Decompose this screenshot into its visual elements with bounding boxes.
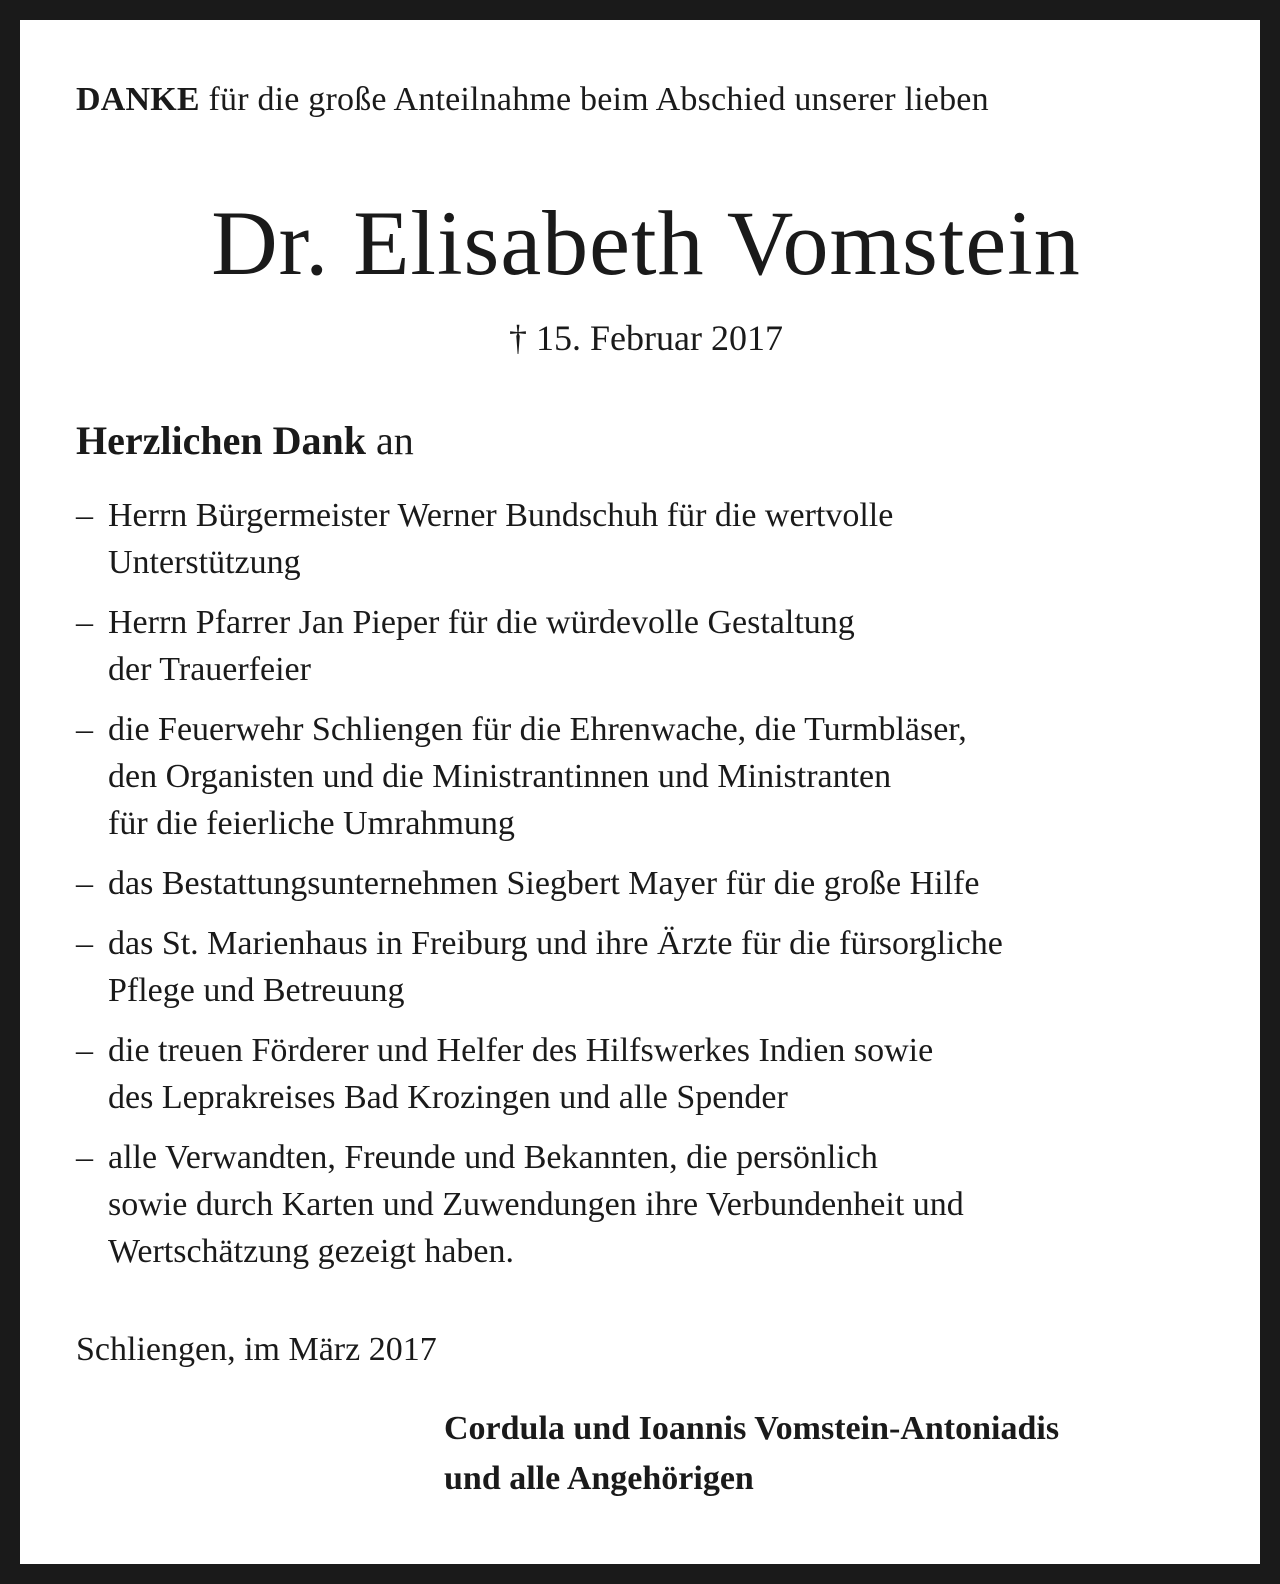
list-item-line: das St. Marienhaus in Freiburg und ihre Ärzte für die fürsorgliche	[108, 925, 1003, 962]
death-date: † 15. Februar 2017	[509, 318, 783, 358]
list-item-line: den Organisten und die Ministrantinnen und Ministranten	[108, 758, 892, 795]
signature	[444, 1404, 1059, 1504]
intro-bold: DANKE	[76, 81, 200, 118]
list-item	[76, 599, 1236, 693]
list-item-line: Herrn Pfarrer Jan Pieper für die würdevolle Gestaltung	[108, 604, 855, 641]
list-item-line: alle Verwandten, Freunde und Bekannten, die persönlich	[108, 1139, 878, 1176]
list-item-line: Wertschätzung gezeigt haben.	[108, 1233, 515, 1270]
intro-line	[76, 78, 989, 122]
place-date: Schliengen, im März 2017	[76, 1331, 437, 1368]
signature-line-2: und alle Angehörigen	[444, 1460, 754, 1497]
list-item	[76, 492, 1236, 586]
list-item-line: Unterstützung	[108, 544, 301, 581]
list-dash: –	[76, 925, 93, 962]
list-item	[76, 1027, 1236, 1121]
thanks-text: an	[375, 418, 414, 463]
thanks-list	[76, 492, 1236, 1288]
list-item-line: das Bestattungsunternehmen Siegbert Mayer für die große Hilfe	[108, 865, 980, 902]
list-dash: –	[76, 497, 93, 534]
signature-line-1: Cordula und Ioannis Vomstein-Antoniadis	[444, 1410, 1060, 1447]
thanks-heading	[76, 416, 414, 466]
list-item-line: Pflege und Betreuung	[108, 972, 405, 1009]
thanks-bold: Herzlichen Dank	[76, 418, 366, 463]
list-dash: –	[76, 1139, 93, 1176]
list-item-line: für die feierliche Umrahmung	[108, 805, 515, 842]
notice-frame	[20, 20, 1260, 1564]
deceased-name: Dr. Elisabeth Vomstein	[211, 192, 1081, 294]
list-item-line: des Leprakreises Bad Krozingen und alle Spender	[108, 1079, 788, 1116]
list-item-line: die Feuerwehr Schliengen für die Ehrenwache, die Turmbläser,	[108, 711, 967, 748]
list-item-line: Herrn Bürgermeister Werner Bundschuh für die wertvolle	[108, 497, 894, 534]
list-dash: –	[76, 865, 93, 902]
list-item-line: die treuen Förderer und Helfer des Hilfswerkes Indien sowie	[108, 1032, 934, 1069]
list-item	[76, 706, 1236, 847]
intro-text: für die große Anteilnahme beim Abschied unserer lieben	[208, 81, 989, 118]
list-dash: –	[76, 1032, 93, 1069]
list-dash: –	[76, 604, 93, 641]
list-item	[76, 860, 1236, 907]
list-item-line: sowie durch Karten und Zuwendungen ihre Verbundenheit und	[108, 1186, 964, 1223]
list-dash: –	[76, 711, 93, 748]
list-item	[76, 1134, 1236, 1275]
list-item-line: der Trauerfeier	[108, 651, 311, 688]
list-item	[76, 920, 1236, 1014]
